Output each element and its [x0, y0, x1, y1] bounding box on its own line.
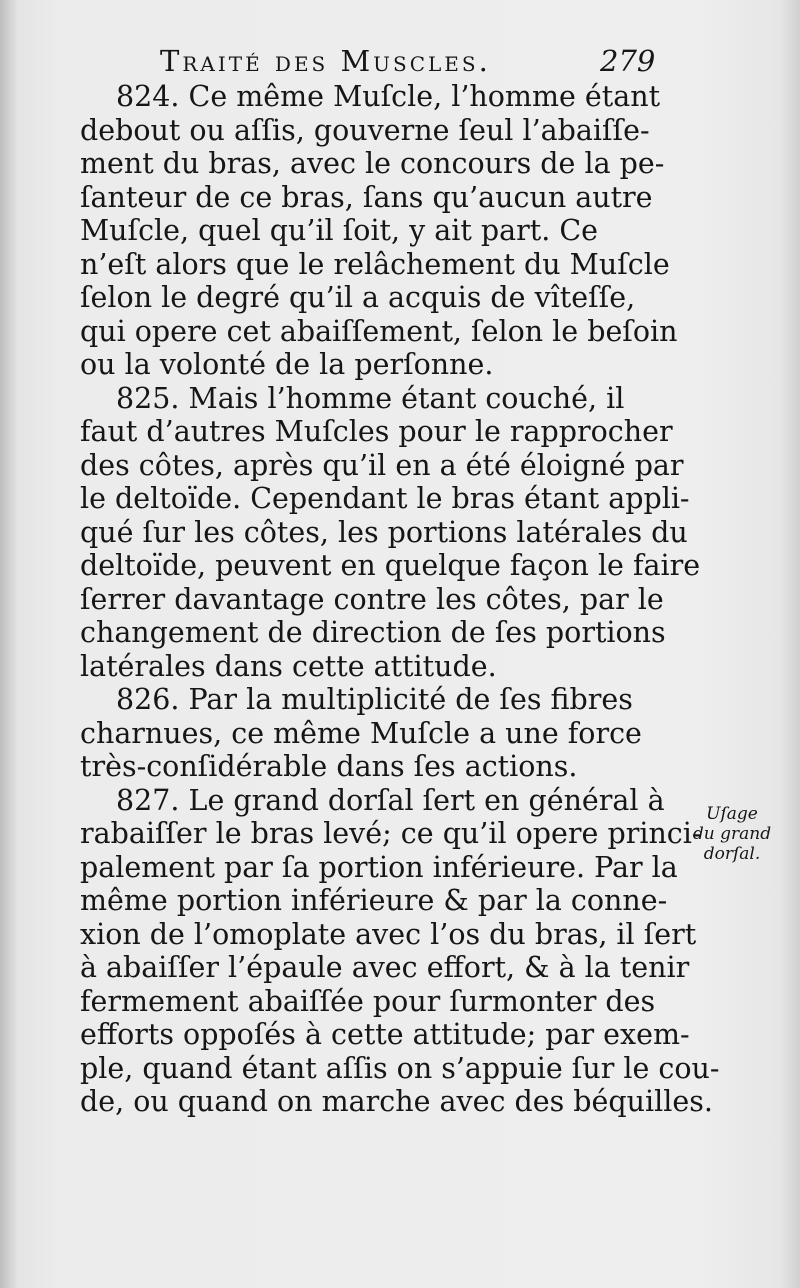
- paragraph-824-line: ou la volonté de la perſonne.: [80, 348, 494, 381]
- paragraph-824-line: ſanteur de ce bras, ſans qu’aucun autre: [80, 180, 653, 214]
- page-header: [160, 44, 680, 84]
- marginal-note-line: du grand: [692, 824, 772, 844]
- paragraph-825-line: latérales dans cette attitude.: [80, 649, 497, 683]
- paragraph-825-line: faut d’autres Muſcles pour le rapprocher: [80, 415, 673, 448]
- paragraph-824-line: n’eſt alors que le relâchement du Muſcle: [80, 247, 670, 281]
- paragraph-827-line: ple, quand étant aſſis on s’appuie ſur le cou-: [80, 1051, 720, 1085]
- paragraph-826-line: charnues, ce même Muſcle a une force: [80, 716, 642, 750]
- paragraph-827-line: de, ou quand on marche avec des béquilles.: [80, 1085, 713, 1118]
- paragraph-827-line: à abaiſſer l’épaule avec effort, & à la tenir: [80, 951, 690, 984]
- page-number: 279: [600, 44, 656, 78]
- paragraph-827-line: 827. Le grand dorſal ſert en général à: [116, 783, 665, 817]
- paragraph-824-line: ſelon le degré qu’il a acquis de vîteſſe,: [80, 281, 636, 314]
- paragraph-827-line: palement par ſa portion inférieure. Par la: [80, 850, 678, 884]
- paragraph-825-line: 825. Mais l’homme étant couché, il: [116, 381, 625, 415]
- paragraph-824-line: 824. Ce même Muſcle, l’homme étant: [116, 80, 661, 113]
- marginal-note: [676, 804, 788, 864]
- paragraph-825-line: deltoïde, peuvent en quelque façon le faire: [80, 549, 701, 582]
- paragraph-827-line: même portion inférieure & par la connе-: [80, 884, 668, 917]
- paragraph-826-line: 826. Par la multiplicité de ſes fibres: [116, 683, 633, 716]
- paragraph-827-line: fermement abaiſſée pour ſurmonter des: [80, 984, 656, 1018]
- paragraph-825-line: ſerrer davantage contre les côtes, par le: [80, 582, 664, 616]
- body-text: [80, 80, 720, 1119]
- paragraph-826-line: très-conſidérable dans ſes actions.: [80, 750, 578, 783]
- paragraph-824-line: qui opere cet abaiſſement, ſelon le beſoin: [80, 314, 678, 348]
- marginal-note-line: Uſage: [706, 804, 758, 824]
- paragraph-827-line: rabaiſſer le bras levé; ce qu’il opere princi-: [80, 817, 702, 850]
- paragraph-825-line: des côtes, après qu’il en a été éloigné par: [80, 448, 684, 482]
- paragraph-825-line: le deltoïde. Cependant le bras étant appli-: [80, 482, 690, 515]
- running-title: Traité des Muscles.: [160, 44, 491, 78]
- paragraph-824-line: Muſcle, quel qu’il ſoit, y ait part. Ce: [80, 214, 599, 247]
- paragraph-825-line: qué ſur les côtes, les portions latérales du: [80, 515, 688, 549]
- marginal-note-line: dorſal.: [703, 844, 761, 864]
- paragraph-827-line: xion de l’omoplate avec l’os du bras, il ſert: [80, 917, 697, 951]
- paragraph-824-line: debout ou aſſis, gouverne ſeul l’abaiſſe-: [80, 113, 650, 147]
- paragraph-824-line: ment du bras, avec le concours de la pe-: [80, 147, 665, 180]
- paragraph-827-line: efforts oppoſés à cette attitude; par exem-: [80, 1018, 690, 1051]
- paragraph-825-line: changement de direction de ſes portions: [80, 616, 666, 649]
